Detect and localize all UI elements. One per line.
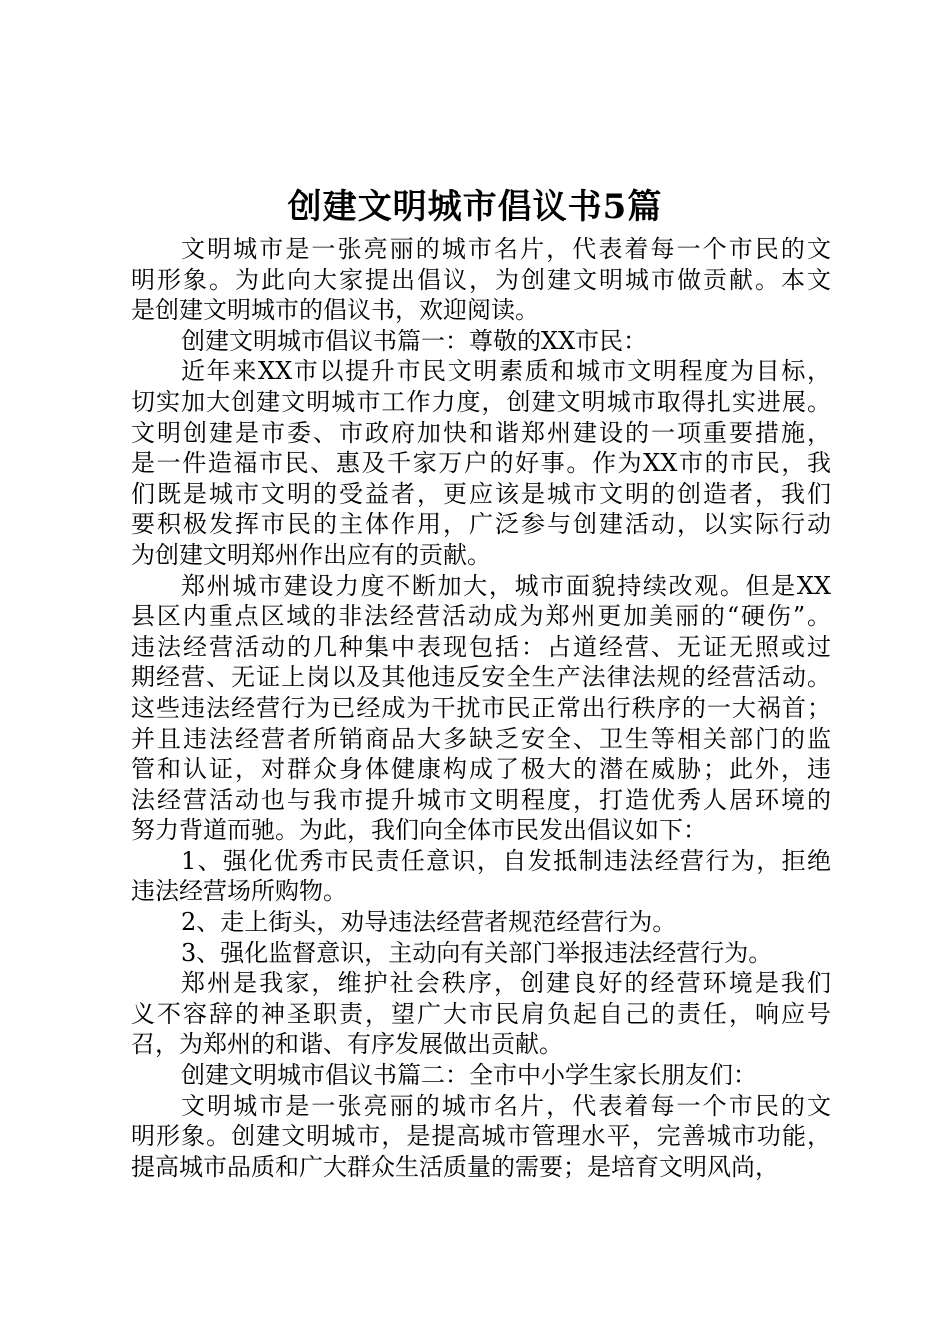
- text-line: 切实加大创建文明城市工作力度，创建文明城市取得扎实进展。: [131, 387, 831, 416]
- text-line: 创建文明城市倡议书篇二：全市中小学生家长朋友们：: [181, 1061, 757, 1090]
- text-line: 2、走上街头，劝导违法经营者规范经营行为。: [181, 908, 677, 937]
- text-line: 县区内重点区域的非法经营活动成为郑州更加美丽的“硬伤”。: [131, 602, 831, 631]
- text-line: 1、强化优秀市民责任意识，自发抵制违法经营行为，拒绝: [181, 846, 831, 875]
- text-line: 是创建文明城市的倡议书，欢迎阅读。: [131, 296, 539, 325]
- text-line: 文明城市是一张亮丽的城市名片，代表着每一个市民的文: [181, 1091, 831, 1120]
- text-line: 义不容辞的神圣职责，望广大市民肩负起自己的责任，响应号: [131, 999, 831, 1028]
- text-line: 郑州是我家，维护社会秩序，创建良好的经营环境是我们: [181, 969, 831, 998]
- text-line: 期经营、无证上岗以及其他违反安全生产法律法规的经营活动。: [131, 663, 831, 692]
- text-line: 提高城市品质和广大群众生活质量的需要；是培育文明风尚，: [131, 1152, 779, 1181]
- text-line: 为创建文明郑州作出应有的贡献。: [131, 540, 491, 569]
- text-line: 这些违法经营行为已经成为干扰市民正常出行秩序的一大祸首；: [131, 693, 831, 722]
- text-line: 是一件造福市民、惠及千家万户的好事。作为XX市的市民，我: [131, 449, 831, 478]
- text-line: 管和认证，对群众身体健康构成了极大的潜在威胁；此外，违: [131, 755, 831, 784]
- text-line: 创建文明城市倡议书篇一：尊敬的XX市民：: [181, 326, 648, 355]
- text-line: 明形象。创建文明城市，是提高城市管理水平，完善城市功能，: [131, 1122, 831, 1151]
- document-body: [131, 234, 831, 1182]
- text-line: 要积极发挥市民的主体作用，广泛参与创建活动，以实际行动: [131, 510, 831, 539]
- text-line: 努力背道而驰。为此，我们向全体市民发出倡议如下：: [131, 816, 707, 845]
- text-line: 们既是城市文明的受益者，更应该是城市文明的创造者，我们: [131, 479, 831, 508]
- text-line: 违法经营活动的几种集中表现包括：占道经营、无证无照或过: [131, 632, 831, 661]
- text-line: 近年来XX市以提升市民文明素质和城市文明程度为目标，: [181, 357, 831, 386]
- text-line: 违法经营场所购物。: [131, 877, 347, 906]
- document-title: 创建文明城市倡议书5篇: [287, 187, 663, 227]
- text-line: 文明城市是一张亮丽的城市名片，代表着每一个市民的文: [181, 235, 831, 263]
- text-line: 召，为郑州的和谐、有序发展做出贡献。: [131, 1030, 563, 1059]
- text-line: 并且违法经营者所销商品大多缺乏安全、卫生等相关部门的监: [131, 724, 831, 753]
- text-line: 文明创建是市委、市政府加快和谐郑州建设的一项重要措施，: [131, 418, 831, 447]
- text-line: 明形象。为此向大家提出倡议，为创建文明城市做贡献。本文: [131, 265, 831, 294]
- text-line: 郑州城市建设力度不断加大，城市面貌持续改观。但是XX: [181, 571, 831, 600]
- text-line: 3、强化监督意识，主动向有关部门举报违法经营行为。: [181, 938, 773, 967]
- text-line: 法经营活动也与我市提升城市文明程度，打造优秀人居环境的: [131, 785, 831, 814]
